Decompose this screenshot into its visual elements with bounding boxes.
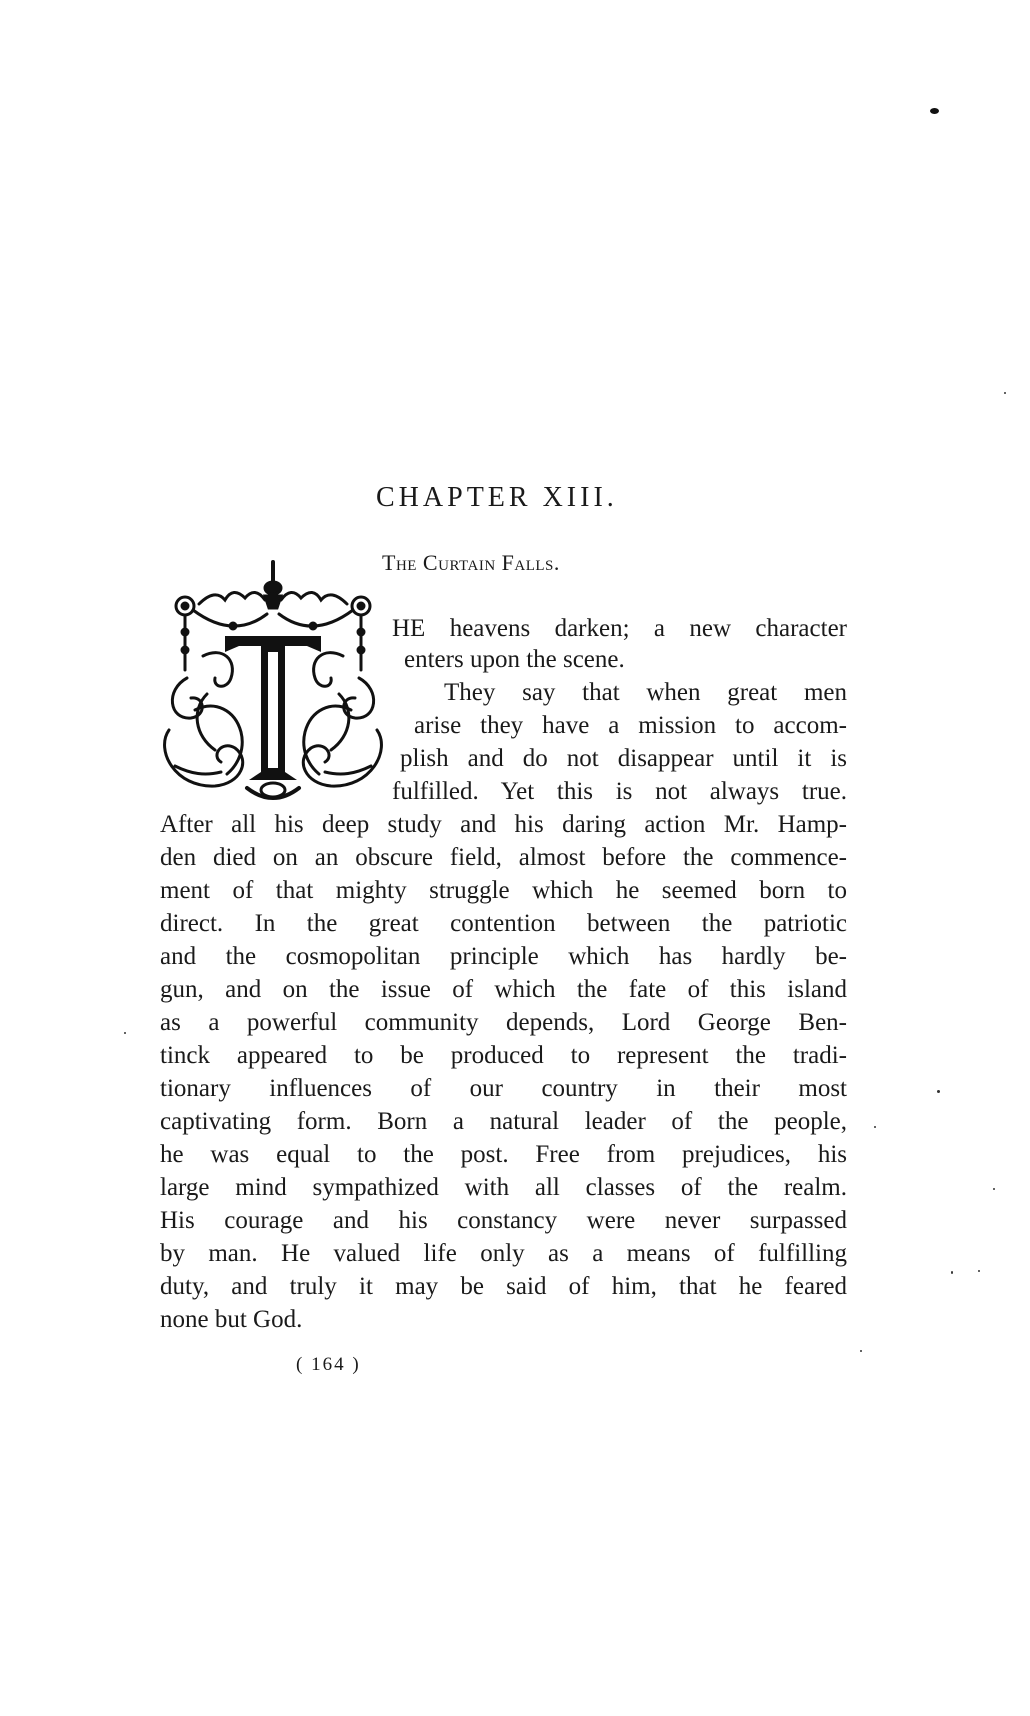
scan-speck (860, 1350, 862, 1352)
scan-speck (874, 1126, 876, 1128)
scan-speck (951, 1271, 953, 1274)
text-line: They say that when great men (444, 679, 847, 706)
text-line: captivating form. Born a natural leader of the people, (160, 1108, 847, 1135)
text-line: fulfilled. Yet this is not always true. (392, 778, 847, 805)
scan-speck (978, 1270, 980, 1272)
ornamental-drop-cap-t (155, 560, 391, 805)
text-line: arise they have a mission to accom- (414, 712, 847, 739)
text-line: ment of that mighty struggle which he seemed born to (160, 877, 847, 904)
text-line: none but God. (160, 1306, 303, 1333)
chapter-title: CHAPTER XIII. (376, 482, 618, 513)
text-line: and the cosmopolitan principle which has hardly be- (160, 943, 847, 970)
text-line: tinck appeared to be produced to represent the tradi- (160, 1042, 847, 1069)
text-line: by man. He valued life only as a means of fulfilling (160, 1240, 847, 1267)
text-line: duty, and truly it may be said of him, that he feared (160, 1273, 847, 1300)
text-line: he was equal to the post. Free from prejudices, his (160, 1141, 847, 1168)
text-line: as a powerful community depends, Lord George Ben- (160, 1009, 847, 1036)
page-number: ( 164 ) (296, 1354, 361, 1375)
text-line: enters upon the scene. (404, 646, 625, 673)
text-line: His courage and his constancy were never surpassed (160, 1207, 847, 1234)
scan-speck (1004, 392, 1006, 394)
text-line: gun, and on the issue of which the fate of this island (160, 976, 847, 1003)
text-line: den died on an obscure field, almost before the commence- (160, 844, 847, 871)
text-line: HE heavens darken; a new character (392, 615, 847, 642)
text-line: After all his deep study and his daring action Mr. Hamp- (160, 811, 847, 838)
text-line: plish and do not disappear until it is (400, 745, 847, 772)
scan-speck (930, 108, 939, 114)
scan-speck (993, 1188, 995, 1190)
text-line: tionary influences of our country in their most (160, 1075, 847, 1102)
scan-speck (937, 1090, 940, 1093)
text-line: direct. In the great contention between the patriotic (160, 910, 847, 937)
text-line: large mind sympathized with all classes of the realm. (160, 1174, 847, 1201)
section-title: The Curtain Falls. (382, 550, 560, 575)
scan-speck (124, 1032, 126, 1034)
